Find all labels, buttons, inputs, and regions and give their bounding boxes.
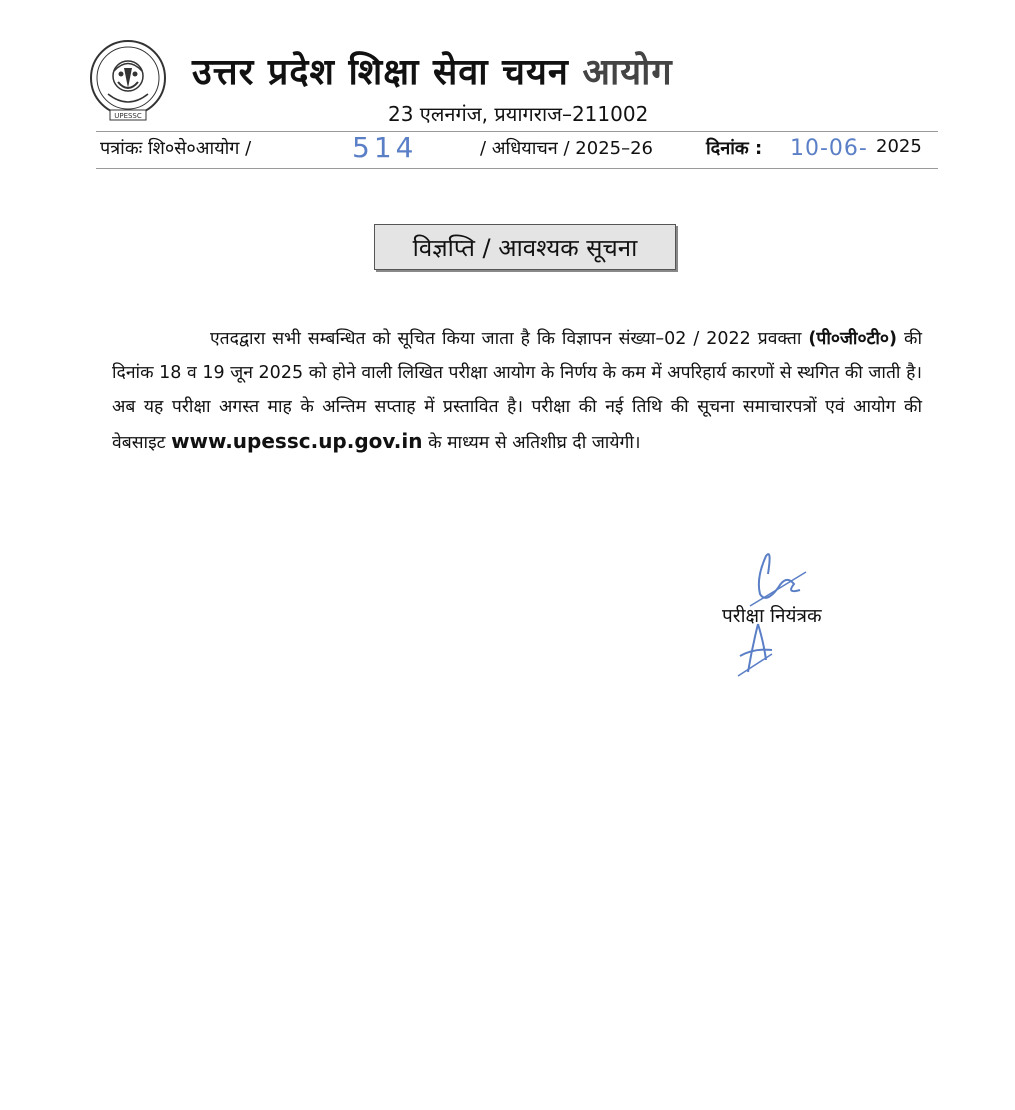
body-part-2: की दिनांक 18 व 19 जून 2025 को होने वाली लिखित परीक्षा आयोग के निर्णय के कम में अपरिहार्य कारणों से स्थगित की जाती है। अब यह परीक्षा अगस्त माह के अन्तिम सप्ताह में प्रस्तावित है। परीक्षा की नई तिथि की सूचना समाचारपत्रों एवं आयोग की वेबसाइट [112,329,922,453]
organisation-name [192,46,673,95]
notice-body [112,322,922,460]
organisation-name-last: आयोग [582,52,673,93]
reference-middle: / अधियाचन / 2025–26 [480,138,654,159]
reference-prefix: पत्रांकः शि०से०आयोग / [100,138,252,159]
body-part-1: एतदद्वारा सभी सम्बन्धित को सूचित किया जाता है कि विज्ञापन संख्या–02 / 2022 प्रवक्ता [210,329,809,349]
header-bottom-rule [96,168,938,169]
body-bold-term: (पी०जी०टी०) [808,329,898,349]
notice-title-box [374,224,676,270]
date-label: दिनांक : [706,138,763,159]
organisation-name-main: उत्तर प्रदेश शिक्षा सेवा चयन [192,52,569,93]
organisation-address: 23 एलनगंज, प्रयागराज–211002 [388,102,649,126]
reference-number-handwritten: 514 [352,131,418,164]
date-handwritten: 10-06- [790,136,868,161]
signatory-title: परीक्षा नियंत्रक [722,605,822,627]
notice-title: विज्ञप्ति / आवश्यक सूचना [412,233,638,262]
logo-text: UPESSC [114,112,142,120]
website-link[interactable]: www.upessc.up.gov.in [171,429,423,453]
commission-logo-emblem [88,38,168,130]
date-year: 2025 [876,136,922,157]
header-top-rule [96,131,938,132]
body-part-3: के माध्यम से अतिशीघ्र दी जायेगी। [422,433,641,453]
